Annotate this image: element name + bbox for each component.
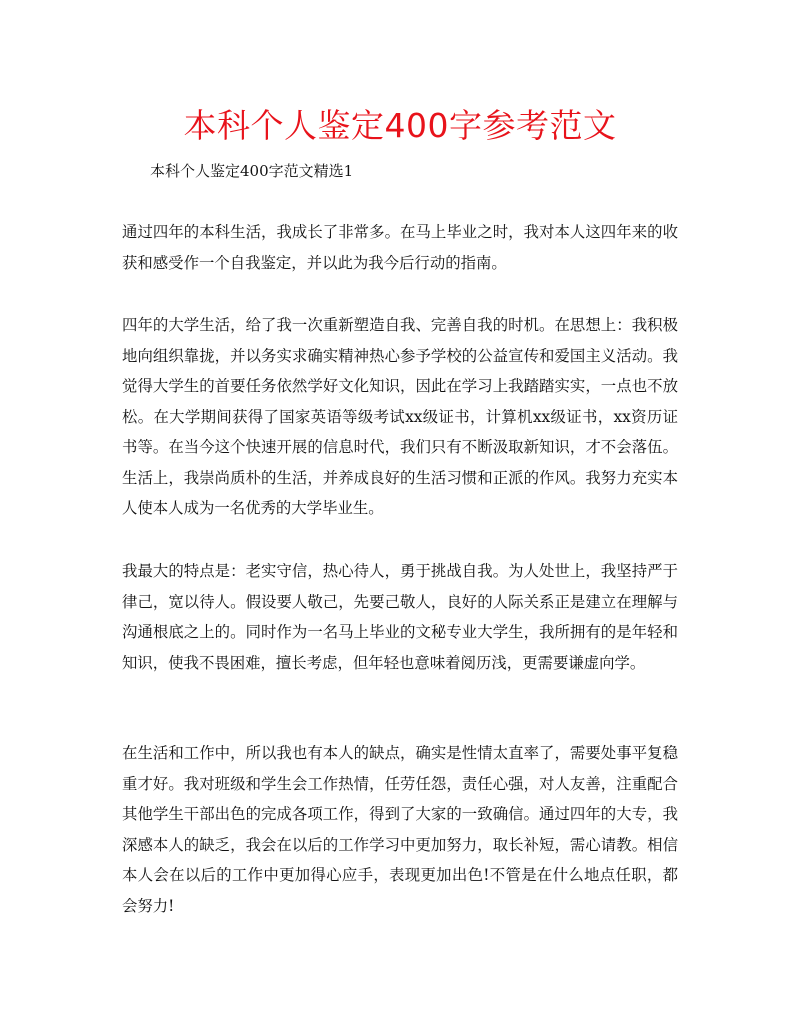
paragraph-shortcomings: 在生活和工作中，所以我也有本人的缺点，确实是性情太直率了，需要处事平复稳重才好。我对班级和学生会工作热情，任劳任怨，责任心强，对人友善，注重配合其他学生干部出色的完成各项工作，得到了大家的一致确信。通过四年的大专，我深感本人的缺乏，我会在以后的工作学习中更加努力，取长补短，需心请教。相信本人会在以后的工作中更加得心应手，表现更加出色!不管是在什么地点任职，都会努力! [122, 744, 678, 915]
document-title: 本科个人鉴定400字参考范文 [183, 106, 617, 145]
paragraph-university-life: 四年的大学生活，给了我一次重新塑造自我、完善自我的时机。在思想上：我积极地向组织靠拢，并以务实求确实精神热心参予学校的公益宣传和爱国主义活动。我觉得大学生的首要任务依然学好文化知识，因此在学习上我踏踏实实，一点也不放松。在大学期间获得了国家英语等级考试xx级证书，计算机xx级证书，xx资历证书等。在当今这个快速开展的信息时代，我们只有不断汲取新知识，才不会落伍。生活上，我崇尚质朴的生活，并养成良好的生活习惯和正派的作风。我努力充实本人使本人成为一名优秀的大学毕业生。 [122, 316, 678, 517]
paragraph-intro: 通过四年的本科生活，我成长了非常多。在马上毕业之时，我对本人这四年来的收获和感受作一个自我鉴定，并以此为我今后行动的指南。 [122, 223, 678, 272]
document-subtitle: 本科个人鉴定400字范文精选1 [150, 162, 354, 180]
paragraph-strengths: 我最大的特点是：老实守信，热心待人，勇于挑战自我。为人处世上，我坚持严于律己，宽以待人。假设要人敬己，先要己敬人，良好的人际关系正是建立在理解与沟通根底之上的。同时作为一名马上毕业的文秘专业大学生，我所拥有的是年轻和知识，使我不畏困难，擅长考虑，但年轻也意味着阅历浅，更需要谦虚向学。 [122, 562, 678, 672]
